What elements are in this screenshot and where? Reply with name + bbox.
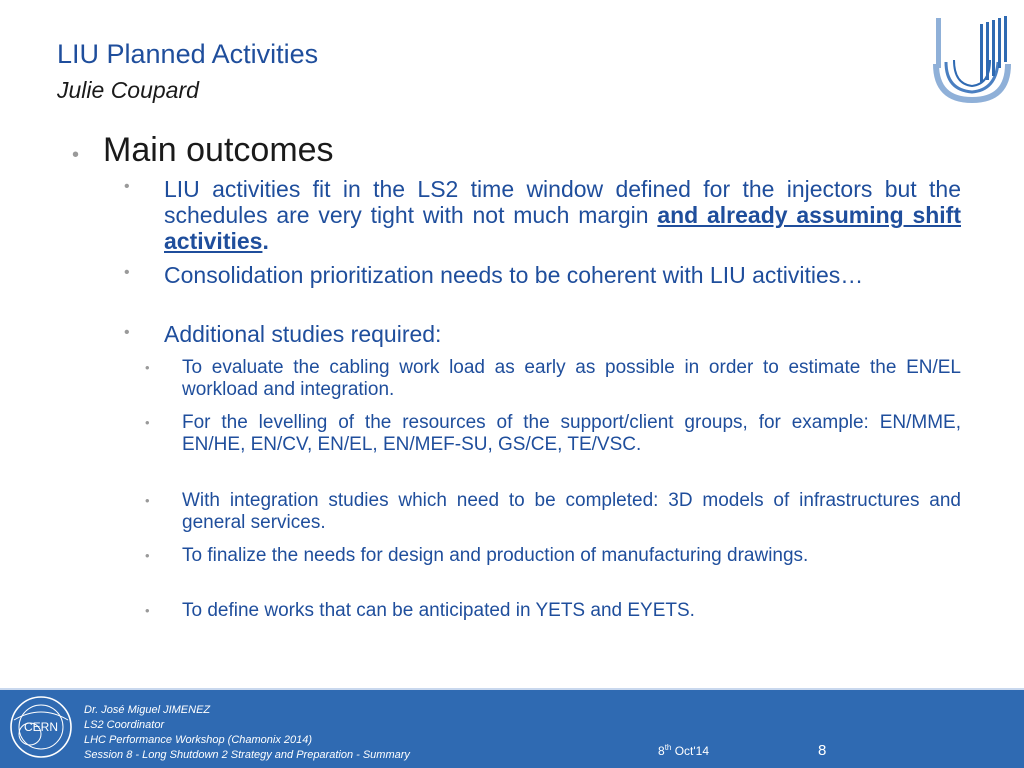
study-item: For the levelling of the resources of the support/client groups, for example: EN/MME, EN/HE, EN/CV, EN/EL, EN/MEF-SU, GS/CE, TE/VSC. [182,412,961,455]
study-item: To define works that can be anticipated in YETS and EYETS. [182,600,695,621]
outcome-liu-fit-text: LIU activities fit in the LS2 time window defined for the injectors but the schedules are very tight with not much margin [164,176,961,228]
slide-subtitle: Julie Coupard [57,77,199,103]
page-number: 8 [818,742,827,759]
outcome-liu-fit-tail: . [262,228,269,254]
footer-role: LS2 Coordinator [84,719,165,731]
bullet-level3: • [145,415,150,430]
outcome-additional-studies: Additional studies required: [164,321,442,347]
cern-logo [8,694,74,760]
footer-author: Dr. José Miguel JIMENEZ [84,704,211,716]
bullet-level3: • [145,360,150,375]
liu-logo [932,14,1012,106]
bullet-level1: • [72,144,80,166]
footer-event: LHC Performance Workshop (Chamonix 2014) [84,734,313,746]
footer-date-rest: Oct'14 [671,744,709,758]
footer-date-day: 8 [658,744,665,758]
main-outcomes-heading: Main outcomes [103,131,334,169]
footer-credits [84,703,410,763]
footer-divider [0,688,1024,690]
outcome-liu-fit [164,176,961,254]
bullet-level2: • [124,264,130,281]
study-item: To evaluate the cabling work load as early as possible in order to estimate the EN/EL workload and integration. [182,357,961,400]
slide-title: LIU Planned Activities [57,39,319,69]
cern-logo-text: CERN [23,720,59,734]
footer-session: Session 8 - Long Shutdown 2 Strategy and Preparation - Summary [84,749,410,761]
bullet-level2: • [124,178,130,195]
bullet-level2: • [124,324,130,341]
bullet-level3: • [145,493,150,508]
outcome-consolidation: Consolidation prioritization needs to be coherent with LIU activities… [164,262,864,288]
footer-date-suffix: th [664,743,672,752]
outcome-liu-fit-emphasis: and already assuming shift activities [164,202,961,254]
footer-date [658,743,709,758]
bullet-level3: • [145,548,150,563]
study-item: To finalize the needs for design and production of manufacturing drawings. [182,545,809,566]
bullet-level3: • [145,603,150,618]
study-item: With integration studies which need to be completed: 3D models of infrastructures and general services. [182,490,961,533]
